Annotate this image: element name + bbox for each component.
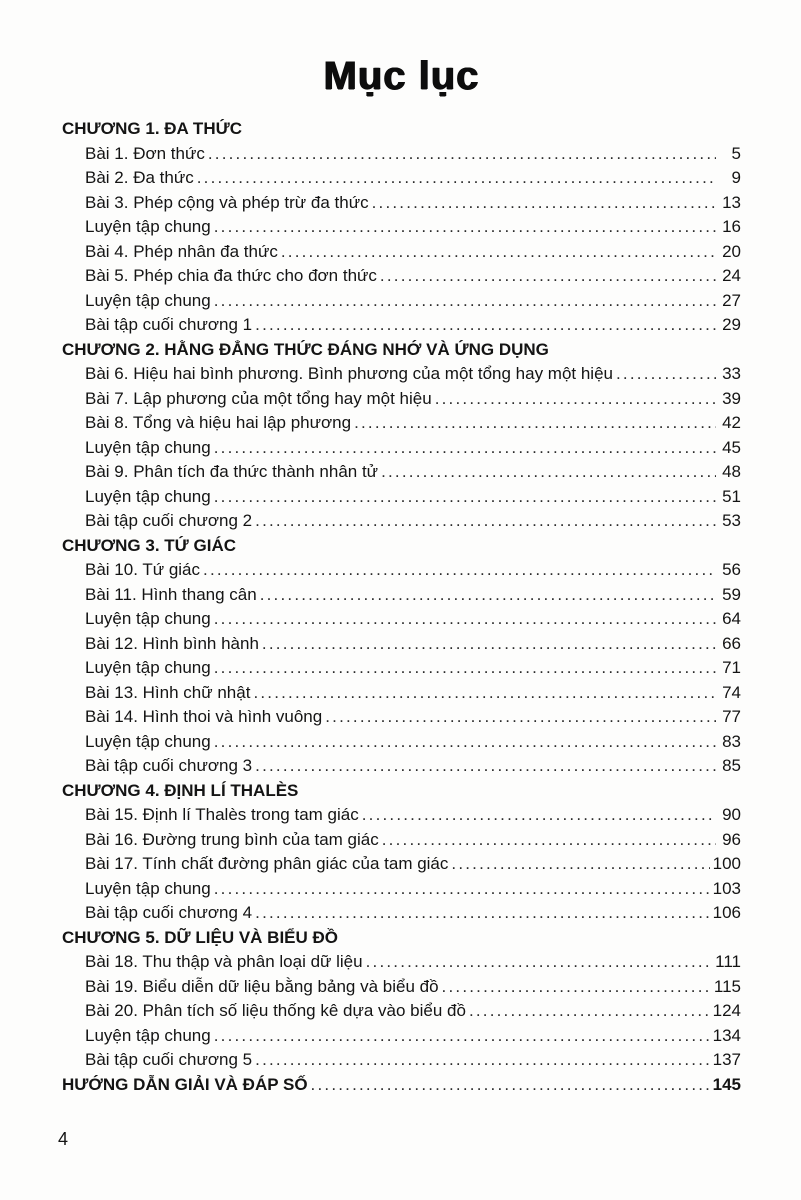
dot-leader bbox=[281, 240, 716, 265]
section-entries bbox=[62, 558, 741, 779]
dot-leader bbox=[381, 460, 716, 485]
entry-title: Bài 19. Biểu diễn dữ liệu bằng bảng và biểu đồ bbox=[85, 976, 439, 996]
dot-leader bbox=[262, 632, 716, 657]
entry-title: Bài 16. Đường trung bình của tam giác bbox=[85, 829, 379, 849]
entry-page: 42 bbox=[722, 413, 741, 432]
dot-leader bbox=[255, 509, 716, 534]
toc-entry bbox=[62, 362, 741, 387]
toc-entry bbox=[62, 289, 741, 314]
dot-leader bbox=[208, 142, 716, 167]
toc-entry bbox=[62, 632, 741, 657]
entry-title: Luyện tập chung bbox=[85, 437, 211, 457]
entry-title: Bài 15. Định lí Thalès trong tam giác bbox=[85, 805, 359, 824]
dot-leader bbox=[214, 730, 716, 755]
entry-title: Bài 20. Phân tích số liệu thống kê dựa vào biểu đồ bbox=[85, 1001, 466, 1020]
entry-page: 64 bbox=[722, 609, 741, 628]
toc-entry bbox=[62, 607, 741, 632]
toc-entry bbox=[62, 828, 741, 853]
toc-entry bbox=[62, 705, 741, 730]
entry-page: 83 bbox=[722, 731, 741, 751]
toc-entry bbox=[62, 730, 741, 755]
toc-entry bbox=[62, 558, 741, 583]
entry-page: 53 bbox=[722, 511, 741, 530]
entry-title: Bài 12. Hình bình hành bbox=[85, 633, 259, 653]
entry-page: 20 bbox=[722, 241, 741, 261]
toc-section bbox=[62, 779, 741, 926]
dot-leader bbox=[311, 1073, 710, 1098]
entry-title: Bài tập cuối chương 2 bbox=[85, 511, 253, 530]
entry-title: Bài 10. Tứ giác bbox=[85, 560, 201, 579]
chapter-heading: CHƯƠNG 2. HẰNG ĐẲNG THỨC ĐÁNG NHỚ VÀ ỨNG DỤNG bbox=[62, 339, 549, 359]
entry-title: Bài 6. Hiệu hai bình phương. Bình phương của một tổng hay một hiệu bbox=[85, 364, 613, 383]
entry-page: 51 bbox=[722, 486, 741, 506]
toc-entry bbox=[62, 387, 741, 412]
entry-page: 66 bbox=[722, 633, 741, 653]
dot-leader bbox=[255, 754, 716, 779]
entry-page: 5 bbox=[731, 143, 741, 163]
toc-entry bbox=[62, 460, 741, 485]
dot-leader bbox=[214, 877, 710, 902]
toc-entry bbox=[62, 509, 741, 534]
entry-title: Bài tập cuối chương 4 bbox=[85, 903, 253, 922]
entry-title: Bài 5. Phép chia đa thức cho đơn thức bbox=[85, 266, 377, 285]
dot-leader bbox=[203, 558, 716, 583]
section-entries bbox=[62, 950, 741, 1073]
entry-page: 115 bbox=[713, 976, 741, 996]
dot-leader bbox=[255, 313, 716, 338]
chapter-heading: CHƯƠNG 5. DỮ LIỆU VÀ BIỂU ĐỒ bbox=[62, 927, 339, 947]
entry-page: 16 bbox=[722, 217, 741, 236]
dot-leader bbox=[214, 485, 716, 510]
dot-leader bbox=[197, 166, 716, 191]
toc-entry bbox=[62, 901, 741, 926]
dot-leader bbox=[366, 950, 713, 975]
entry-page: 71 bbox=[722, 658, 741, 677]
entry-page: 124 bbox=[712, 1001, 741, 1020]
entry-title: Bài 13. Hình chữ nhật bbox=[85, 682, 251, 702]
page-title: Mục lục bbox=[323, 54, 480, 98]
entry-page: 59 bbox=[722, 584, 741, 604]
entry-page: 90 bbox=[722, 805, 741, 824]
dot-leader bbox=[362, 803, 716, 828]
dot-leader bbox=[354, 411, 716, 436]
chapter-heading: CHƯƠNG 1. ĐA THỨC bbox=[62, 119, 242, 138]
toc-entry bbox=[62, 999, 741, 1024]
toc-entry bbox=[62, 436, 741, 461]
dot-leader bbox=[214, 436, 716, 461]
toc-entry bbox=[62, 142, 741, 167]
entry-title: Bài tập cuối chương 1 bbox=[85, 315, 253, 334]
entry-page: 56 bbox=[722, 560, 741, 579]
entry-page: 74 bbox=[722, 682, 741, 702]
toc-section bbox=[62, 534, 741, 779]
toc-entry bbox=[62, 852, 741, 877]
entry-page: 100 bbox=[712, 854, 741, 873]
dot-leader bbox=[469, 999, 710, 1024]
dot-leader bbox=[253, 681, 716, 706]
entry-title: Bài tập cuối chương 3 bbox=[85, 756, 253, 775]
toc-entry bbox=[62, 1073, 741, 1098]
chapter-heading: CHƯƠNG 3. TỨ GIÁC bbox=[62, 535, 236, 555]
toc-entry bbox=[62, 313, 741, 338]
entry-title: Luyện tập chung bbox=[85, 658, 211, 677]
entry-title: Luyện tập chung bbox=[85, 1025, 211, 1045]
page-number: 4 bbox=[58, 1129, 69, 1149]
entry-page: 48 bbox=[722, 462, 741, 481]
entry-page: 137 bbox=[712, 1050, 741, 1069]
dot-leader bbox=[325, 705, 716, 730]
toc-entry bbox=[62, 754, 741, 779]
entry-page: 103 bbox=[712, 878, 741, 898]
toc-entry bbox=[62, 1024, 741, 1049]
toc-entry bbox=[62, 264, 741, 289]
entry-title: Bài 18. Thu thập và phân loại dữ liệu bbox=[85, 952, 363, 971]
dot-leader bbox=[214, 607, 716, 632]
toc-entry bbox=[62, 877, 741, 902]
toc-section bbox=[62, 117, 741, 338]
dot-leader bbox=[214, 215, 716, 240]
dot-leader bbox=[255, 901, 709, 926]
entry-page: 39 bbox=[722, 388, 741, 408]
dot-leader bbox=[616, 362, 716, 387]
entry-title: Luyện tập chung bbox=[85, 609, 211, 628]
entry-title: Bài 14. Hình thoi và hình vuông bbox=[85, 707, 323, 726]
toc-entry bbox=[62, 1048, 741, 1073]
chapter-heading: CHƯƠNG 4. ĐỊNH LÍ THALÈS bbox=[62, 780, 299, 800]
entry-title: Bài 9. Phân tích đa thức thành nhân tử bbox=[85, 462, 379, 481]
toc-entry bbox=[62, 240, 741, 265]
entry-page: 134 bbox=[712, 1025, 741, 1045]
entry-title: Bài 7. Lập phương của một tổng hay một hiệu bbox=[85, 388, 432, 408]
entry-title: Bài 1. Đơn thức bbox=[85, 143, 205, 163]
entry-title: Bài 11. Hình thang cân bbox=[85, 584, 257, 604]
toc-section bbox=[62, 926, 741, 1073]
toc-entry bbox=[62, 166, 741, 191]
entry-title: Luyện tập chung bbox=[85, 290, 211, 310]
toc-entry bbox=[62, 215, 741, 240]
section-entries bbox=[62, 362, 741, 534]
section-entries bbox=[62, 803, 741, 926]
entry-title: Luyện tập chung bbox=[85, 217, 211, 236]
entry-page: 85 bbox=[722, 756, 741, 775]
entry-title: Bài 3. Phép cộng và phép trừ đa thức bbox=[85, 192, 369, 212]
dot-leader bbox=[260, 583, 716, 608]
entry-title: HƯỚNG DẪN GIẢI VÀ ĐÁP SỐ bbox=[62, 1074, 308, 1094]
toc-entry bbox=[62, 583, 741, 608]
toc-list bbox=[62, 117, 741, 1097]
entry-title: Bài 4. Phép nhân đa thức bbox=[85, 241, 278, 261]
dot-leader bbox=[214, 289, 716, 314]
dot-leader bbox=[214, 656, 716, 681]
dot-leader bbox=[451, 852, 709, 877]
toc-entry bbox=[62, 950, 741, 975]
entry-page: 145 bbox=[712, 1074, 741, 1094]
entry-title: Bài 17. Tính chất đường phân giác của tam giác bbox=[85, 854, 449, 873]
toc-entry bbox=[62, 656, 741, 681]
entry-title: Luyện tập chung bbox=[85, 878, 211, 898]
entry-page: 77 bbox=[722, 707, 741, 726]
section-entries bbox=[62, 142, 741, 338]
entry-page: 33 bbox=[722, 364, 741, 383]
toc-entry bbox=[62, 803, 741, 828]
entry-title: Bài 8. Tổng và hiệu hai lập phương bbox=[85, 413, 352, 432]
entry-page: 96 bbox=[722, 829, 741, 849]
dot-leader bbox=[372, 191, 716, 216]
entry-title: Bài 2. Đa thức bbox=[85, 168, 194, 187]
toc-entry bbox=[62, 975, 741, 1000]
entry-page: 106 bbox=[712, 903, 741, 922]
entry-page: 9 bbox=[731, 168, 741, 187]
entry-page: 45 bbox=[722, 437, 741, 457]
dot-leader bbox=[442, 975, 711, 1000]
entry-title: Bài tập cuối chương 5 bbox=[85, 1050, 253, 1069]
dot-leader bbox=[255, 1048, 709, 1073]
dot-leader bbox=[435, 387, 716, 412]
entry-page: 24 bbox=[722, 266, 741, 285]
toc-entry bbox=[62, 191, 741, 216]
toc-entry bbox=[62, 681, 741, 706]
entry-page: 29 bbox=[722, 315, 741, 334]
entry-page: 13 bbox=[722, 192, 741, 212]
toc-entry bbox=[62, 485, 741, 510]
entry-title: Luyện tập chung bbox=[85, 731, 211, 751]
entry-page: 111 bbox=[715, 952, 741, 971]
toc-section bbox=[62, 338, 741, 534]
dot-leader bbox=[380, 264, 716, 289]
dot-leader bbox=[214, 1024, 710, 1049]
dot-leader bbox=[382, 828, 716, 853]
entry-page: 27 bbox=[722, 290, 741, 310]
toc-entry bbox=[62, 411, 741, 436]
entry-title: Luyện tập chung bbox=[85, 486, 211, 506]
